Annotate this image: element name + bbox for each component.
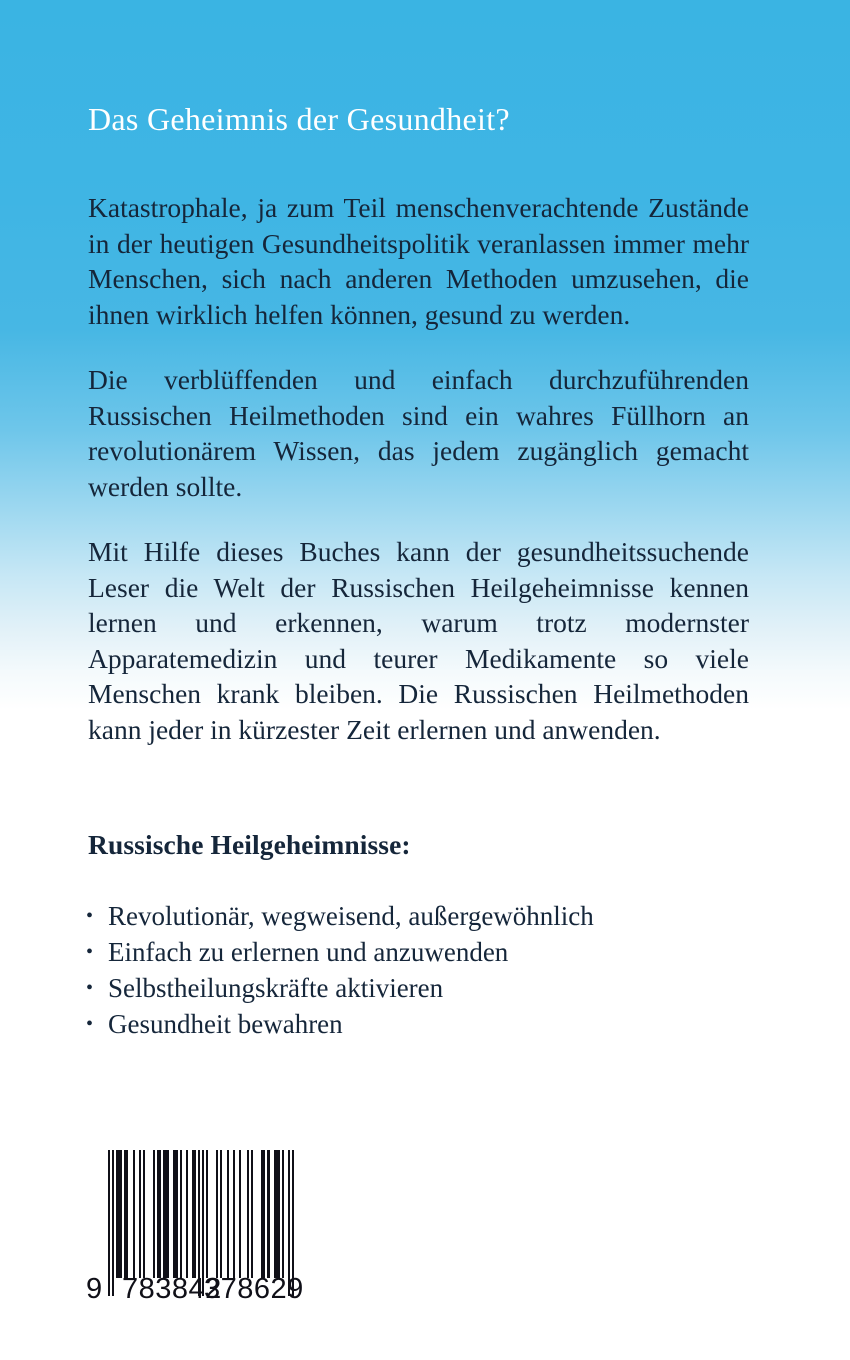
page-title: Das Geheimnis der Gesundheit?	[88, 101, 510, 138]
bullet-dot-icon: •	[86, 941, 94, 963]
body-text-block	[88, 190, 749, 747]
list-item-label: Einfach zu erlernen und anzuwenden	[108, 937, 509, 967]
list-item-label: Revolutionär, wegweisend, außergewöhnlich	[108, 901, 594, 931]
barcode-digits	[56, 1272, 308, 1306]
isbn-barcode	[56, 1132, 308, 1308]
feature-bullet-list	[82, 898, 742, 1042]
bullet-dot-icon: •	[86, 977, 94, 999]
barcode-lead-digit: 9	[86, 1273, 103, 1305]
list-item	[82, 934, 742, 970]
barcode-right-group: 378629	[204, 1273, 304, 1305]
list-item-label: Gesundheit bewahren	[108, 1009, 343, 1039]
list-item	[82, 970, 742, 1006]
list-item-label: Selbstheilungskräfte aktivieren	[108, 973, 444, 1003]
paragraph-1: Katastrophale, ja zum Teil menschenverachtende Zustände in der heutigen Gesundheitspolitik veranlassen immer mehr Menschen, sich nach anderen Methoden umzusehen, die ihnen wirklich helfen können, gesund zu werden.	[88, 192, 749, 330]
list-item	[82, 898, 742, 934]
bullet-dot-icon: •	[86, 1013, 94, 1035]
list-item	[82, 1006, 742, 1042]
barcode-bars-icon	[108, 1150, 294, 1278]
barcode-left-group: 783842	[122, 1273, 222, 1305]
paragraph-3: Mit Hilfe dieses Buches kann der gesundheitssuchende Leser die Welt der Russischen Heilgeheimnisse kennen lernen und erkennen, warum trotz modernster Apparatemedizin und teurer Medikamente so viele Menschen krank bleiben. Die Russischen Heilmethoden kann jeder in kürzester Zeit erlernen und anwenden.	[88, 536, 749, 745]
section-heading: Russische Heilgeheimnisse:	[88, 829, 411, 860]
bullet-dot-icon: •	[86, 905, 94, 927]
paragraph-2: Die verblüffenden und einfach durchzuführenden Russischen Heilmethoden sind ein wahres Füllhorn an revolutionärem Wissen, das jedem zugänglich gemacht werden sollte.	[88, 364, 749, 502]
